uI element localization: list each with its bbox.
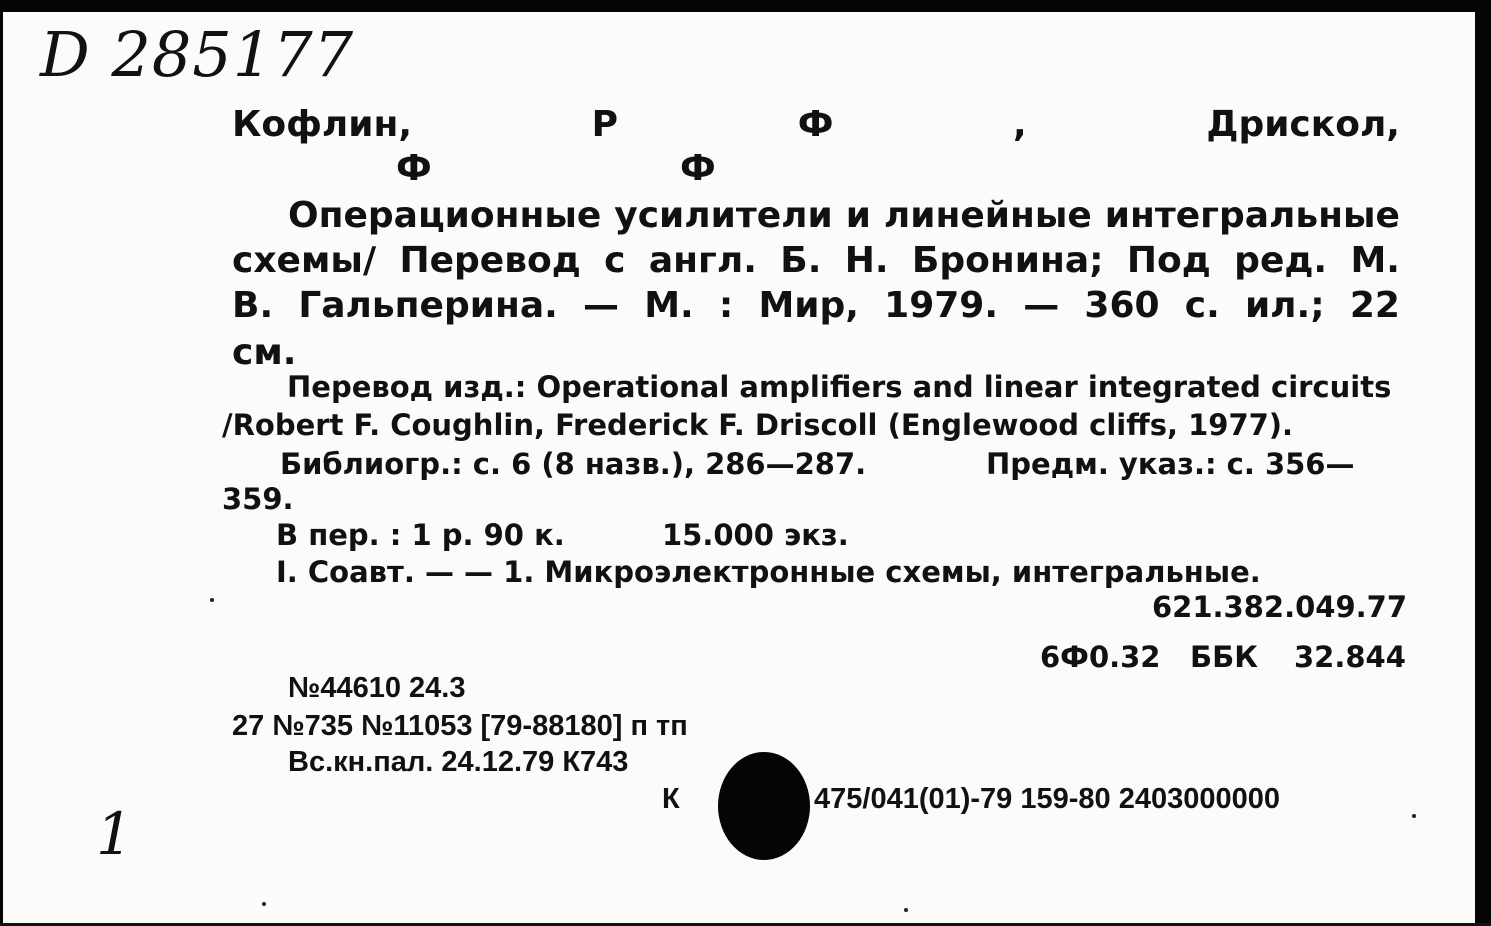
title-word: : xyxy=(718,285,734,326)
title-word: Бронина; xyxy=(911,240,1104,281)
bbk-code: 32.844 xyxy=(1294,640,1406,674)
title-word: В. xyxy=(232,285,274,326)
title-word: 22 xyxy=(1349,285,1400,326)
title-word: и xyxy=(845,195,871,236)
title-word: Под xyxy=(1126,240,1211,281)
footer-code: 475/041(01)-79 159-80 2403000000 xyxy=(814,783,1281,815)
title-word: ил.; xyxy=(1244,285,1325,326)
title-word: 360 xyxy=(1084,285,1160,326)
author-initial: Ф xyxy=(797,104,834,145)
print-run: 15.000 экз. xyxy=(662,518,849,552)
title-line: см. xyxy=(232,332,297,373)
title-word: англ. xyxy=(648,240,757,281)
accession-line: 27 №735 №11053 [79-88180] п тп xyxy=(232,710,688,742)
original-title-line: Перевод изд.: Operational amplifiers and linear integrated circuits xyxy=(287,370,1392,404)
author-primary: Кофлин, xyxy=(232,104,413,145)
speck xyxy=(262,902,266,906)
handwritten-note: 1 xyxy=(96,800,133,868)
card-border-top xyxy=(0,0,1491,12)
index-note: Предм. указ.: с. 356— xyxy=(986,447,1355,481)
title-word: с. xyxy=(1184,285,1220,326)
title-word: М. xyxy=(1350,240,1400,281)
title-word: — xyxy=(1023,285,1060,326)
author-initial: Ф xyxy=(680,148,716,189)
title-word: 1979. xyxy=(884,285,999,326)
author-heading-line xyxy=(232,104,1400,145)
original-title-line: /Robert F. Coughlin, Frederick F. Driscoll (Englewood cliffs, 1977). xyxy=(222,408,1294,442)
bibliography-note: Библиогр.: с. 6 (8 назв.), 286—287. xyxy=(280,447,867,481)
title-line xyxy=(232,285,1400,326)
punch-hole xyxy=(718,752,810,860)
price-binding: В пер. : 1 р. 90 к. xyxy=(276,518,565,552)
speck xyxy=(210,598,214,602)
speck xyxy=(904,908,908,912)
title-word: с xyxy=(604,240,626,281)
title-line xyxy=(288,195,1400,236)
title-word: — xyxy=(583,285,619,326)
footer-prefix: К xyxy=(662,783,680,815)
title-word: Н. xyxy=(844,240,889,281)
title-word: Мир, xyxy=(758,285,859,326)
title-word: Гальперина. xyxy=(298,285,558,326)
author-separator: , xyxy=(1013,104,1027,145)
index-note-continuation: 359. xyxy=(222,482,294,516)
title-word: Операционные xyxy=(288,195,602,236)
author-initial: Р xyxy=(591,104,619,145)
title-word: ред. xyxy=(1234,240,1328,281)
classification-code: 6Ф0.32 xyxy=(1040,640,1161,674)
author-initial: Ф xyxy=(396,148,432,189)
speck xyxy=(1412,814,1416,818)
subject-tracings: I. Соавт. — — 1. Микроэлектронные схемы, интегральные. xyxy=(276,555,1261,589)
accession-line: Вс.кн.пал. 24.12.79 К743 xyxy=(288,746,629,778)
title-word: Б. xyxy=(780,240,822,281)
title-line xyxy=(232,240,1400,281)
title-word: Перевод xyxy=(399,240,581,281)
title-word: интегральные xyxy=(1104,195,1400,236)
bbk-label: ББК xyxy=(1190,640,1258,674)
accession-line: №44610 24.3 xyxy=(288,672,466,704)
title-word: усилители xyxy=(614,195,833,236)
udc-code: 621.382.049.77 xyxy=(1152,590,1408,624)
author-secondary: Дрискол, xyxy=(1206,104,1400,145)
handwritten-catalog-number: D 285177 xyxy=(40,18,355,91)
title-word: линейные xyxy=(883,195,1092,236)
title-word: схемы/ xyxy=(232,240,377,281)
card-border-right xyxy=(1475,0,1491,926)
card-border-left xyxy=(0,0,3,926)
title-word: М. xyxy=(644,285,694,326)
